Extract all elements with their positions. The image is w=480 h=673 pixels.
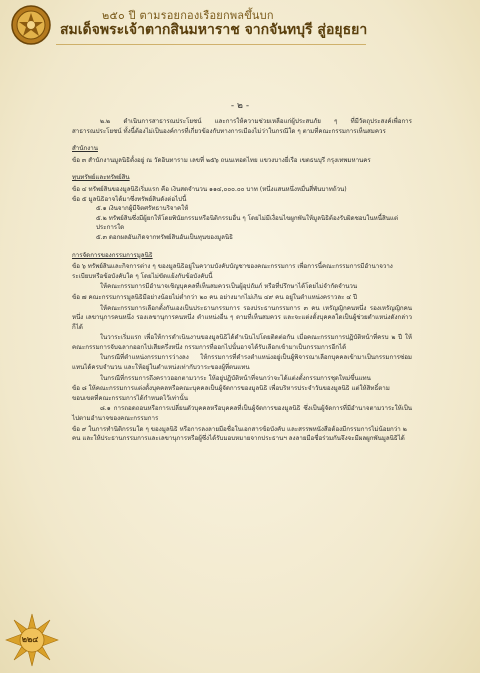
clause-5-1: ๕.๑ เงินจากผู้มีจิตศรัทธาบริจาคให้ bbox=[96, 205, 189, 213]
header-title: สมเด็จพระเจ้าตากสินมหาราช จากจันทบุรี สู่อยุธยา bbox=[60, 22, 368, 38]
clause-6: ข้อ ๖ ทรัพย์สินและกิจการต่าง ๆ ของมูลนิธิอยู่ในความบังคับบัญชาของคณะกรรมการ เพื่อการนี้คณะกรรมการมีอำนาจวางระเบียบหรือข้อบังคับใด ๆ โดยไม่ขัดแย้งกับข้อบังคับนี้ bbox=[72, 263, 393, 280]
clause-5-2: ๕.๒ ทรัพย์สินซึ่งมีผู้ยกให้โดยพินัยกรรมหรือนิติกรรมอื่น ๆ โดยไม่มีเงื่อนไขผูกพันให้มูลนิธิต้องรับผิดชอบในหนี้สินแต่ประการใด bbox=[96, 214, 399, 232]
header-title-block bbox=[60, 4, 368, 44]
header-subtitle: ๒๕๐ ปี ตามรอยกองเรือยกพลขึ้นบก bbox=[102, 9, 274, 22]
clause-6-note: ให้คณะกรรมการมีอำนาจเชิญบุคคลที่เห็นสมควรเป็นผู้อุปถัมภ์ หรือที่ปรึกษาได้โดยไม่จำกัดจำนวน bbox=[100, 283, 358, 291]
header-divider bbox=[56, 44, 366, 45]
clause-7-initial-term: ในวาระเริ่มแรก เพื่อให้การดำเนินงานของมูลนิธิได้ดำเนินไปโดยติดต่อกัน เมื่อคณะกรรมการปฏิบัติหน้าที่ครบ ๒ ปี ให้คณะกรรมการจับฉลากออกไปเสียครึ่งหนึ่ง กรรมการที่ออกไปนั้นอาจได้รับเลือกเข้ามาเป็นกรรมการอีกได้ bbox=[72, 334, 412, 351]
document-body bbox=[72, 117, 412, 444]
clause-9: ข้อ ๙ ในการทำนิติกรรมใด ๆ ของมูลนิธิ หรือการลงลายมือชื่อในเอกสารข้อบังคับ และสรรพหนังสือต้องมีกรรมการไม่น้อยกว่า ๒ คน และให้ประธานกรรมการและเลขานุการหรือผู้ซึ่งได้รับมอบหมายจากประธานฯ ลงลายมือชื่อร่วมกันจึงจะมีผลผูกพันมูลนิธิได้ bbox=[72, 425, 407, 443]
section-title-office: สำนักงาน bbox=[72, 145, 98, 153]
paragraph-office: ข้อ ๓ สำนักงานมูลนิธิตั้งอยู่ ณ วัดอินทาราม เลขที่ ๒๕๖ ถนนเทอดไทย แขวงบางยี่เรือ เขตธนบุรี กรุงเทพมหานคร bbox=[72, 156, 371, 164]
clause-7-vacancy: ในกรณีที่ตำแหน่งกรรมการว่างลง ให้กรรมการที่ดำรงตำแหน่งอยู่เป็นผู้พิจารณาเลือกบุคคลเข้ามาเป็นกรรมการซ่อมแทนได้ครบจำนวน และให้อยู่ในตำแหน่งเท่ากับวาระของผู้ที่ตนแทน bbox=[72, 354, 412, 372]
clause-7-officers: ให้คณะกรรมการเลือกตั้งกันเองเป็นประธานกรรมการ รองประธานกรรมการ ๓ คน เหรัญญิกคนหนึ่ง รองเหรัญญิกคนหนึ่ง เลขานุการคนหนึ่ง รองเลขานุการคนหนึ่ง ตำแหน่งอื่น ๆ ตามที่เห็นสมควร และจะแต่งตั้งบุคคลใดเป็นผู้ช่วยตำแหน่งดังกล่าวก็ได้ bbox=[72, 304, 412, 331]
clause-8: ข้อ ๘ ให้คณะกรรมการแต่งตั้งบุคคลหรือคณะบุคคลเป็นผู้จัดการของมูลนิธิ เพื่อบริหารประจำวันของมูลนิธิ แต่ให้สิทธิ์ตามขอบเขตที่คณะกรรมการได้กำหนดไว้เท่านั้น bbox=[72, 385, 390, 402]
page-header bbox=[0, 0, 480, 48]
clause-7-term-end: ในกรณีที่กรรมการถึงคราวออกตามวาระ ให้อยู่ปฏิบัติหน้าที่จนกว่าจะได้แต่งตั้งกรรมการชุดใหม่ขึ้นแทน bbox=[100, 374, 371, 382]
paragraph-objective: ๒.๒ ดำเนินการสาธารณประโยชน์ และการให้ความช่วยเหลือแก่ผู้ประสบภัย ๆ ที่มีวัตถุประสงค์เพื่อการสาธารณประโยชน์ ทั้งนี้ต้องไม่เป็นองค์การที่เกี่ยวข้องกับทางการเมืองไม่ว่าในกรณีใด ๆ ตามที่คณะกรรมการเห็นสมควร bbox=[72, 118, 412, 135]
clause-5-3: ๕.๓ ดอกผลอันเกิดจากทรัพย์สินอันเป็นทุนของมูลนิธิ bbox=[96, 233, 233, 241]
folio-number: ๒๒๔ bbox=[21, 634, 39, 644]
clause-8-1: ๘.๑ การถอดถอนหรือการเปลี่ยนตัวบุคคลหรือบุคคลที่เป็นผู้จัดการของมูลนิธิ ซึ่งเป็นผู้จัดการที่มีอำนาจตามวาระให้เป็นไปตามอำนาจของคณะกรรมการ bbox=[72, 405, 412, 423]
section-title-management: การจัดการของกรรมการมูลนิธิ bbox=[72, 251, 153, 259]
clause-4: ข้อ ๔ ทรัพย์สินของมูลนิธิเริ่มแรก คือ เงินสดจำนวน ๑๑๔,๐๐๐.๐๐ บาท (หนึ่งแสนหนึ่งหมื่นสี่พันบาทถ้วน) bbox=[72, 185, 347, 193]
royal-seal-logo bbox=[10, 4, 52, 46]
page-marker: - ๒ - bbox=[230, 101, 250, 111]
clause-5: ข้อ ๕ มูลนิธิอาจได้มาซึ่งทรัพย์สินดังต่อไปนี้ bbox=[72, 195, 187, 203]
section-title-assets: ทุนทรัพย์และทรัพย์สิน bbox=[72, 174, 130, 182]
clause-7: ข้อ ๗ คณะกรรมการมูลนิธิมีอย่างน้อยไม่ต่ำกว่า ๒๐ คน อย่างมากไม่เกิน ๔๙ คน อยู่ในตำแหน่งคราวละ ๔ ปี bbox=[72, 293, 357, 301]
